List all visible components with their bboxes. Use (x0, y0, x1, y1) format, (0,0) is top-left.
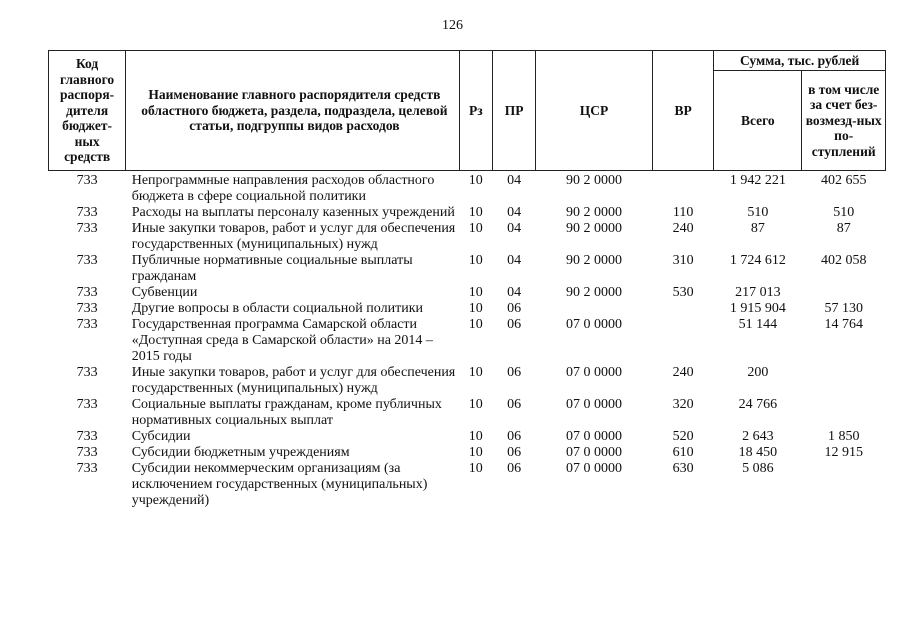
row-name: Социальные выплаты гражданам, кроме публичных нормативных социальных выплат (131, 397, 442, 428)
row-name: Субвенции (131, 285, 198, 300)
header-free: в том числе за счет без-возмезд-ных по-ступлений (802, 71, 886, 171)
table-row (49, 301, 886, 317)
row-pr: 04 (507, 173, 522, 188)
row-rz: 10 (468, 365, 483, 380)
row-csr: 07 0 0000 (566, 445, 622, 460)
row-vr (652, 301, 713, 317)
row-free: 87 (836, 221, 851, 236)
table-row (49, 445, 886, 461)
row-name: Субсидии некоммерческим организациям (за исключением государственных (муниципальных) учреждений) (131, 461, 428, 508)
row-code: 733 (76, 173, 98, 188)
row-free (802, 285, 886, 301)
row-csr: 90 2 0000 (566, 205, 622, 220)
row-vr: 610 (672, 445, 694, 460)
row-total: 24 766 (738, 397, 778, 412)
row-rz: 10 (468, 205, 483, 220)
row-total: 1 724 612 (729, 253, 786, 268)
row-vr: 240 (672, 365, 694, 380)
row-total: 510 (747, 205, 769, 220)
row-rz: 10 (468, 461, 483, 476)
row-rz: 10 (468, 317, 483, 332)
row-csr: 07 0 0000 (566, 397, 622, 412)
row-pr: 04 (507, 253, 522, 268)
row-pr: 06 (507, 397, 522, 412)
table-header (49, 51, 886, 171)
row-name: Иные закупки товаров, работ и услуг для обеспечения государственных (муниципальных) нужд (131, 221, 456, 252)
row-vr: 520 (672, 429, 694, 444)
row-free (802, 461, 886, 509)
row-rz: 10 (468, 253, 483, 268)
row-total: 18 450 (738, 445, 778, 460)
row-rz: 10 (468, 301, 483, 316)
row-name: Субсидии (131, 429, 191, 444)
row-total: 51 144 (738, 317, 778, 332)
page-number: 126 (442, 18, 463, 33)
header-sum: Сумма, тыс. рублей (714, 51, 886, 71)
row-rz: 10 (468, 221, 483, 236)
row-pr: 04 (507, 205, 522, 220)
row-code: 733 (76, 301, 98, 316)
row-vr: 310 (672, 253, 694, 268)
header-pr: ПР (493, 51, 536, 171)
table-row (49, 461, 886, 509)
row-vr: 320 (672, 397, 694, 412)
row-code: 733 (76, 317, 98, 332)
row-csr: 90 2 0000 (566, 253, 622, 268)
row-csr: 90 2 0000 (566, 173, 622, 188)
row-vr: 110 (672, 205, 694, 220)
header-code: Код главного распоря-дителя бюджет-ных средств (49, 51, 126, 171)
row-name: Другие вопросы в области социальной политики (131, 301, 423, 316)
row-rz: 10 (468, 173, 483, 188)
row-name: Иные закупки товаров, работ и услуг для обеспечения государственных (муниципальных) нужд (131, 365, 456, 396)
row-name: Государственная программа Самарской области «Доступная среда в Самарской области» на 2014 – 2015 годы (131, 317, 433, 364)
row-code: 733 (76, 365, 98, 380)
row-code: 733 (76, 461, 98, 476)
row-free: 402 655 (820, 173, 867, 188)
row-name: Расходы на выплаты персоналу казенных учреждений (131, 205, 455, 220)
row-vr (652, 317, 713, 365)
header-name: Наименование главного распорядителя средств областного бюджета, раздела, подраздела, целевой статьи, подгруппы видов расходов (126, 51, 459, 171)
row-csr: 90 2 0000 (566, 221, 622, 236)
row-pr: 06 (507, 365, 522, 380)
table-row (49, 171, 886, 206)
row-code: 733 (76, 429, 98, 444)
row-csr: 07 0 0000 (566, 429, 622, 444)
row-code: 733 (76, 205, 98, 220)
row-pr: 06 (507, 301, 522, 316)
row-rz: 10 (468, 397, 483, 412)
row-total: 87 (750, 221, 765, 236)
row-free (802, 397, 886, 429)
row-free: 57 130 (824, 301, 863, 316)
row-rz: 10 (468, 429, 483, 444)
row-free: 402 058 (820, 253, 867, 268)
row-csr: 07 0 0000 (566, 365, 622, 380)
row-total: 1 915 904 (729, 301, 786, 316)
row-total: 200 (747, 365, 769, 380)
row-code: 733 (76, 285, 98, 300)
table-row (49, 285, 886, 301)
row-rz: 10 (468, 285, 483, 300)
row-code: 733 (76, 221, 98, 236)
row-code: 733 (76, 253, 98, 268)
row-free (802, 365, 886, 397)
row-pr: 04 (507, 285, 522, 300)
row-pr: 04 (507, 221, 522, 236)
header-total: Всего (714, 71, 802, 171)
row-vr (652, 171, 713, 206)
header-vr: ВР (652, 51, 713, 171)
row-pr: 06 (507, 445, 522, 460)
row-total: 5 086 (742, 461, 774, 476)
row-name: Субсидии бюджетным учреждениям (131, 445, 350, 460)
header-rz: Рз (459, 51, 493, 171)
row-pr: 06 (507, 461, 522, 476)
row-rz: 10 (468, 445, 483, 460)
row-free: 1 850 (827, 429, 860, 444)
table-row (49, 253, 886, 285)
row-free: 510 (833, 205, 855, 220)
row-free: 14 764 (824, 317, 863, 332)
table-row (49, 429, 886, 445)
row-csr: 07 0 0000 (566, 461, 622, 476)
row-vr: 530 (672, 285, 694, 300)
row-code: 733 (76, 397, 98, 412)
row-name: Непрограммные направления расходов областного бюджета в сфере социальной политики (131, 173, 435, 204)
table-row (49, 317, 886, 365)
table-body (49, 171, 886, 510)
row-csr: 90 2 0000 (566, 285, 622, 300)
table-row (49, 221, 886, 253)
row-csr: 07 0 0000 (566, 317, 622, 332)
budget-table (48, 50, 886, 509)
row-vr: 240 (672, 221, 694, 236)
row-total: 2 643 (742, 429, 774, 444)
row-total: 1 942 221 (729, 173, 786, 188)
row-pr: 06 (507, 429, 522, 444)
table-row (49, 365, 886, 397)
row-code: 733 (76, 445, 98, 460)
table-row (49, 397, 886, 429)
row-free: 12 915 (824, 445, 863, 460)
table-row (49, 205, 886, 221)
header-csr: ЦСР (536, 51, 653, 171)
row-pr: 06 (507, 317, 522, 332)
row-csr (536, 301, 653, 317)
row-vr: 630 (672, 461, 694, 476)
row-name: Публичные нормативные социальные выплаты гражданам (131, 253, 413, 284)
row-total: 217 013 (735, 285, 781, 300)
